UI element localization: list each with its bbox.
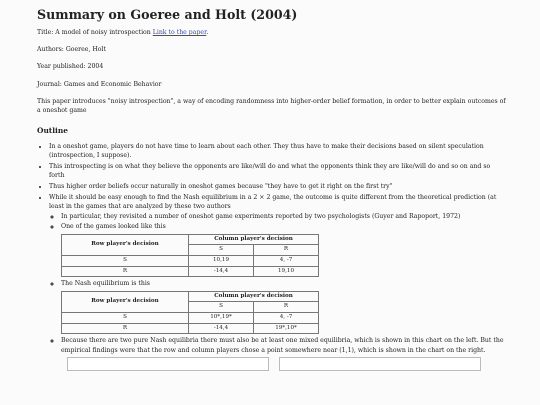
outline-list: [37, 142, 507, 356]
sub-item-text: The Nash equilibrium is this: [61, 280, 150, 288]
sub-list: [49, 212, 507, 356]
payoff-cell: 10*,19*: [189, 313, 254, 324]
column-player-header: Column player's decision: [189, 291, 319, 302]
paper-title-line: [37, 28, 507, 38]
payoff-cell: -14,4: [189, 323, 254, 334]
authors-line: Authors: Goeree, Holt: [37, 46, 106, 54]
sub-item: [61, 279, 507, 334]
table-row: [62, 313, 319, 324]
table-row: [62, 266, 319, 277]
outline-item: [49, 193, 507, 356]
sub-item: ◦ Because there are two pure Nash equilibria there must also be at least one mixed equilibria, which is shown in this chart on the left. But the empirical findings were that the row and column players chose a point somewhere near (1,1), which is shown in the chart on the right.: [61, 336, 507, 355]
outline-item: • In a oneshot game, players do not have time to learn about each other. They thus have to make their decisions based on silent speculation (introspection, I suppose).: [49, 142, 507, 161]
row-label: R: [62, 266, 189, 277]
row-label: S: [62, 313, 189, 324]
payoff-cell: 19,10: [254, 266, 319, 277]
payoff-cell: -14,4: [189, 266, 254, 277]
table-row: [62, 256, 319, 267]
payoff-cell: 19*,10*: [254, 323, 319, 334]
col-label: R: [254, 302, 319, 313]
payoff-cell: 4, -7: [254, 256, 319, 267]
col-label: R: [254, 245, 319, 256]
row-label: R: [62, 323, 189, 334]
table-row: [62, 323, 319, 334]
paper-title-text: Title: A model of noisy introspection: [37, 29, 153, 36]
charts-row: [37, 357, 507, 367]
paper-link[interactable]: Link to the paper: [152, 29, 207, 36]
intro-paragraph: This paper introduces "noisy introspection", a way of encoding randomness into higher-order belief formation, in order to better explain outcomes of a oneshot game: [37, 97, 506, 115]
chart-right: [279, 357, 481, 371]
row-player-header: Row player's decision: [62, 291, 189, 312]
col-label: S: [189, 245, 254, 256]
journal-line: Journal: Games and Economic Behavior: [37, 80, 162, 88]
document-content: [37, 0, 507, 367]
sub-item-text: One of the games looked like this: [61, 223, 166, 231]
outline-item-text: While it should be easy enough to find the Nash equilibrium in a 2 × 2 game, the outcome is quite different from the theoretical prediction (at least in the games that are analyzed by these two authors: [49, 193, 497, 211]
payoff-cell: 10,19: [189, 256, 254, 267]
payoff-cell: 4, -7: [254, 313, 319, 324]
payoff-table-nash: [61, 291, 319, 334]
paper-title-suffix: .: [206, 29, 209, 36]
column-player-header: Column player's decision: [189, 234, 319, 245]
col-label: S: [189, 302, 254, 313]
row-label: S: [62, 256, 189, 267]
chart-left: [67, 357, 269, 371]
payoff-table-game: [61, 234, 319, 277]
sub-item: ◦ In particular, they revisited a number of oneshot game experiments reported by two psychologists (Guyer and Rapoport, 1972): [61, 212, 507, 222]
page-title: Summary on Goeree and Holt (2004): [37, 7, 298, 22]
year-line: Year published: 2004: [37, 63, 104, 71]
outline-item: • Thus higher order beliefs occur naturally in oneshot games because "they have to get it right on the first try": [49, 182, 507, 192]
sub-item: [61, 222, 507, 277]
outline-heading: Outline: [37, 125, 68, 135]
row-player-header: Row player's decision: [62, 234, 189, 255]
outline-item: • This introspecting is on what they believe the opponents are like/will do and what the opponents think they are like/will do and so on and so forth: [49, 162, 507, 181]
